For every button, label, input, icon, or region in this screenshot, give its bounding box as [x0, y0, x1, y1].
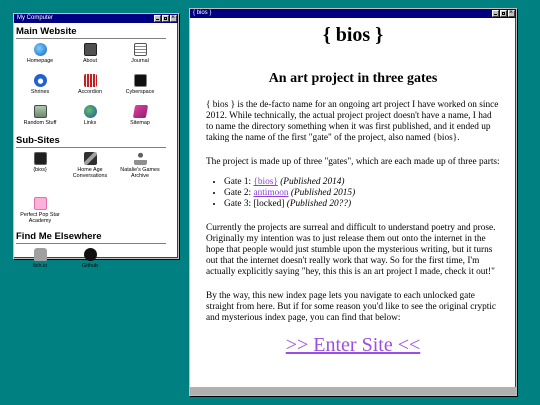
gate-prefix: Gate 1: — [224, 177, 254, 187]
section-heading-main: Main Website — [16, 26, 166, 39]
gate-prefix: Gate 3: — [224, 199, 254, 209]
shortcut-links[interactable] — [66, 105, 114, 132]
shortcut-label: Perfect Pop Star Academy — [20, 212, 60, 224]
shortcut-label: Accordion — [78, 89, 102, 95]
shortcut-cyberspace[interactable] — [116, 74, 164, 101]
window-content — [190, 24, 516, 357]
history-paragraph: Currently the projects are surreal and difficult to understand poetry and prose. Originally my intention was to just release them out onto the internet in the hope that people would just stumble upon the mysterious writing, but it turns out that the internet doesn't really work that way. So for the first time, I'm actually explicitly saying "hey, this this is an art project I made, check it out!" — [206, 223, 496, 277]
shortcut-label: About — [82, 58, 98, 64]
speaker-icon — [84, 43, 97, 56]
hammer-icon — [84, 152, 97, 165]
shortcut-bios[interactable] — [16, 152, 64, 200]
shortcut-itch[interactable] — [16, 248, 64, 275]
accordion-icon — [84, 74, 97, 87]
maximize-button[interactable] — [500, 10, 507, 17]
shortcut-homepage[interactable] — [16, 43, 64, 70]
window-titlebar[interactable] — [14, 14, 178, 23]
list-item — [224, 188, 500, 199]
horizontal-scrollbar[interactable] — [190, 387, 516, 395]
shortcut-label: Natalie's Games Archive — [120, 167, 160, 179]
shortcut-label: Cyberspace — [125, 89, 155, 95]
gate-note: (Published 2015) — [288, 188, 356, 198]
book-icon — [132, 105, 147, 118]
shortcut-label: Itch.io — [32, 263, 48, 269]
page-subtitle: An art project in three gates — [268, 71, 438, 86]
page-title: { bios } — [322, 24, 384, 46]
shortcut-random-stuff[interactable] — [16, 105, 64, 132]
shortcut-games-archive[interactable] — [116, 152, 164, 200]
shortcut-label: {bios} — [33, 167, 47, 173]
list-item — [224, 199, 500, 210]
shortcut-label: Github — [82, 263, 98, 269]
shortcut-journal[interactable] — [116, 43, 164, 70]
gates-list — [206, 177, 500, 210]
shortcut-label: Shrines — [30, 89, 50, 95]
shortcut-label: Journal — [131, 58, 149, 64]
gate-note: (Published 2014) — [277, 177, 345, 187]
shortcut-label: Homepage — [26, 58, 54, 64]
minimize-button[interactable] — [492, 10, 499, 17]
minimize-button[interactable] — [154, 15, 161, 22]
gates-paragraph: The project is made up of three "gates", which are each made up of three parts: — [206, 157, 500, 167]
close-button[interactable] — [170, 15, 177, 22]
dark-window-icon — [34, 152, 47, 165]
shortcut-label: Links — [83, 120, 97, 126]
shortcut-sitemap[interactable] — [116, 105, 164, 132]
shortcut-label: Random Stuff — [23, 120, 57, 126]
shortcut-github[interactable] — [66, 248, 114, 275]
itch-icon — [34, 248, 47, 261]
index-paragraph: By the way, this new index page lets you navigate to each unlocked gate straight from here. But if for some reason you'd like to see the original cryptic and mysterious index page, you can find that below: — [206, 291, 497, 323]
elsewhere-grid — [16, 244, 178, 275]
enter-site-link[interactable]: >> Enter Site << — [285, 334, 421, 356]
gate-3-locked: [locked] — [253, 199, 285, 209]
gate-1-link[interactable]: {bios} — [253, 177, 278, 187]
joystick-icon — [134, 152, 147, 165]
notepad-icon — [134, 43, 147, 56]
bios-window — [189, 8, 517, 396]
section-heading-elsewhere: Find Me Elsewhere — [16, 231, 166, 244]
globe-ie-icon — [34, 43, 47, 56]
intro-paragraph: { bios } is the de-facto name for an ongoing art project I have worked on since 2012. While technically, the actual project project doesn't have a name, I had to name the directory something when it was first published, and it ended up taking the name of the first "gate" of the project, also named {bios}. — [206, 100, 499, 143]
window-title: { bios } — [193, 10, 212, 16]
monitor-icon — [134, 74, 147, 87]
maximize-button[interactable] — [162, 15, 169, 22]
shortcut-about[interactable] — [66, 43, 114, 70]
my-computer-window — [13, 13, 179, 269]
shortcut-label: Home Age Conversations — [72, 167, 108, 179]
github-icon — [84, 248, 97, 261]
shortcut-shrines[interactable] — [16, 74, 64, 101]
recycle-bin-icon — [34, 105, 47, 118]
main-website-grid — [16, 39, 178, 132]
shortcut-label: Sitemap — [130, 120, 150, 126]
gate-2-link[interactable]: antimoon — [253, 188, 289, 198]
window-title: My Computer — [17, 15, 54, 21]
close-button[interactable] — [508, 10, 515, 17]
gate-prefix: Gate 2: — [224, 188, 254, 198]
window-titlebar[interactable] — [190, 9, 516, 18]
shrine-icon — [34, 74, 47, 87]
shortcut-accordion[interactable] — [66, 74, 114, 101]
list-item — [224, 177, 500, 188]
gate-note: (Published 20??) — [284, 199, 352, 209]
heart-icon — [34, 197, 47, 210]
enter-site-container — [206, 334, 500, 357]
globe-icon — [84, 105, 97, 118]
shortcut-home-age[interactable] — [66, 152, 114, 200]
section-heading-sub: Sub-Sites — [16, 135, 166, 148]
